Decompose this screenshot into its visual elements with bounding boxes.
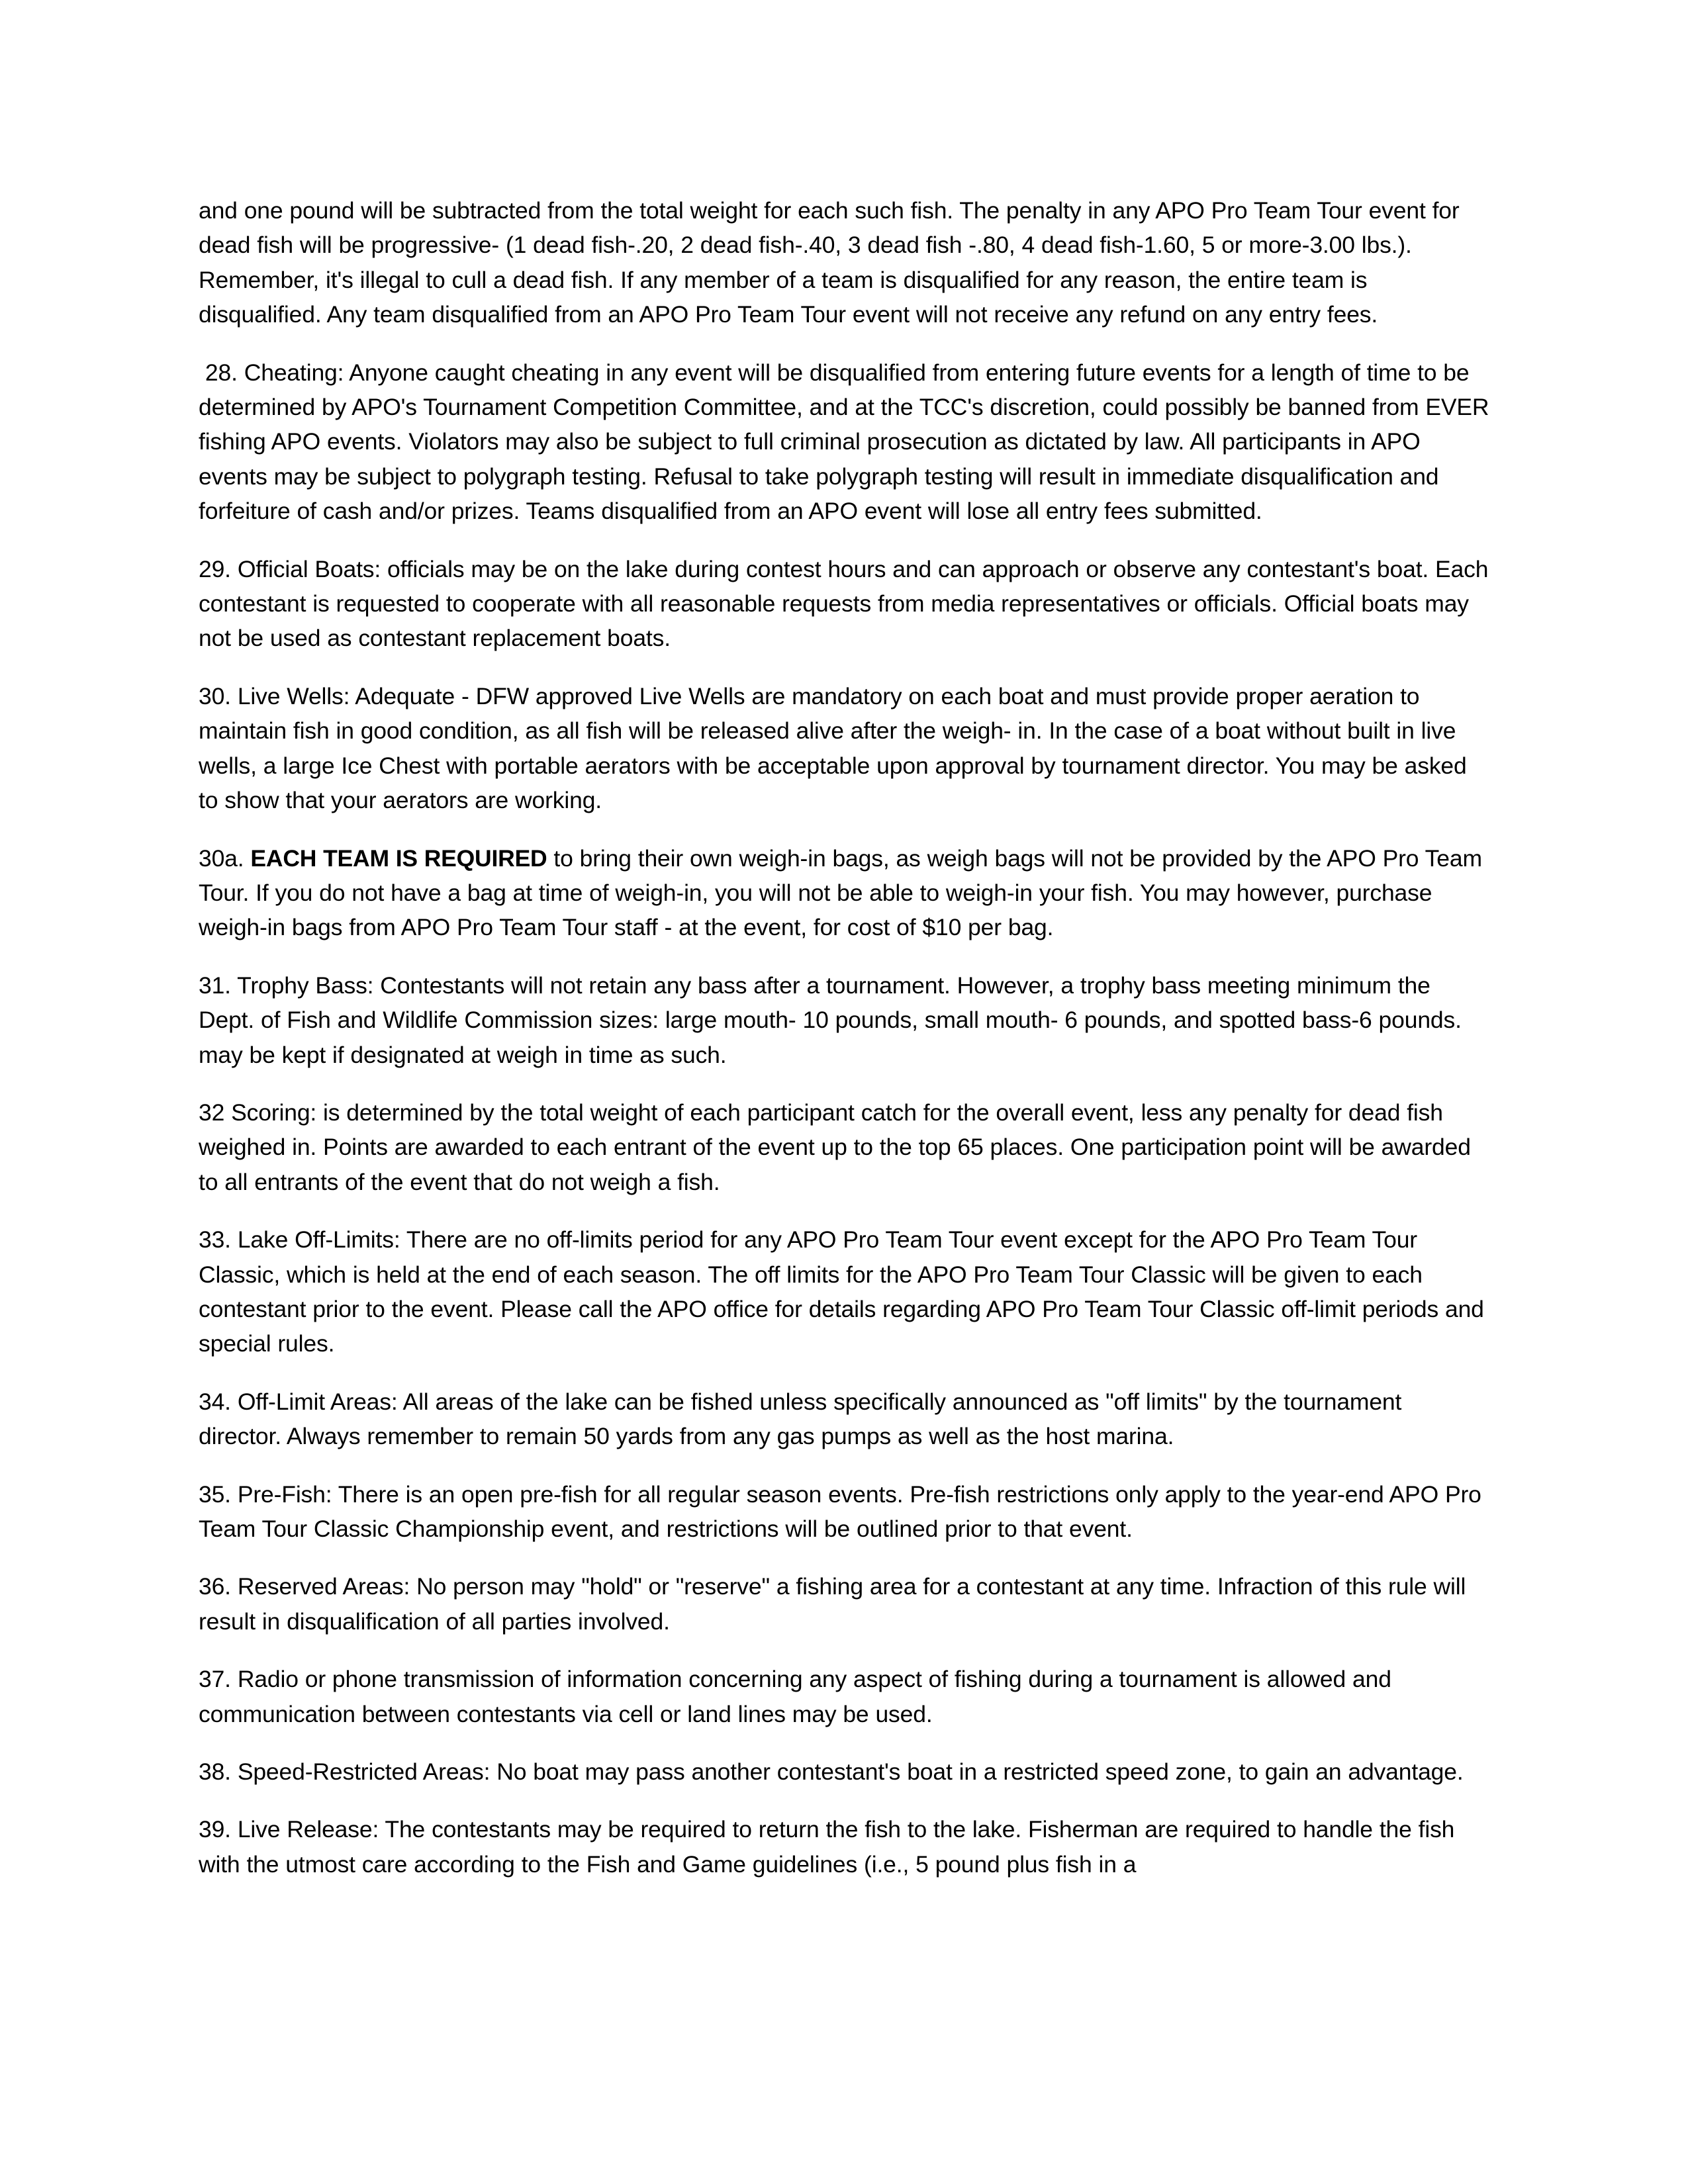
rule-30a-emphasis: EACH TEAM IS REQUIRED <box>250 844 547 872</box>
paragraph-rule-39-live-release: 39. Live Release: The contestants may be required to return the fish to the lake. Fisherman are required to handle the fish with the utmost care according to the Fish and Game guidelines (i.e., 5 pound plus fish in a <box>199 1816 1462 1878</box>
paragraph-rule-31-trophy-bass: 31. Trophy Bass: Contestants will not retain any bass after a tournament. However, a trophy bass meeting minimum the Dept. of Fish and Wildlife Commission sizes: large mouth- 10 pounds, small mouth- 6 pounds, and spotted bass-6 pounds. may be kept if designated at weigh in time as such. <box>199 972 1468 1068</box>
paragraph-rule-34-off-limit-areas: 34. Off-Limit Areas: All areas of the lake can be fished unless specifically announced as "off limits" by the tournament director. Always remember to remain 50 yards from any gas pumps as well as the host marina. <box>199 1388 1409 1450</box>
document-body <box>199 193 1496 1882</box>
paragraph-rule-30-live-wells: 30. Live Wells: Adequate - DFW approved Live Wells are mandatory on each boat and must provide proper aeration to maintain fish in good condition, as all fish will be released alive after the weigh- in. In the case of a boat without built in live wells, a large Ice Chest with portable aerators with be acceptable upon approval by tournament director. You may be asked to show that your aerators are working. <box>199 682 1474 814</box>
paragraph-rule-33-lake-off-limits: 33. Lake Off-Limits: There are no off-limits period for any APO Pro Team Tour event except for the APO Pro Team Tour Classic, which is held at the end of each season. The off limits for the APO Pro Team Tour Classic will be given to each contestant prior to the event. Please call the APO office for details regarding APO Pro Team Tour Classic off-limit periods and special rules. <box>199 1226 1491 1357</box>
paragraph-rule-30a-weigh-in-bags <box>199 841 1491 945</box>
paragraph-rule-35-pre-fish: 35. Pre-Fish: There is an open pre-fish for all regular season events. Pre-fish restrictions only apply to the year-end APO Pro Team Tour Classic Championship event, and restrictions will be outlined prior to that event. <box>199 1480 1488 1542</box>
paragraph-dead-fish-penalty-continuation: and one pound will be subtracted from the total weight for each such fish. The penalty in any APO Pro Team Tour event for dead fish will be progressive- (1 dead fish-.20, 2 dead fish-.40, 3 dead fish -.80, 4 dead fish-1.60, 5 or more-3.00 lbs.). Remember, it's illegal to cull a dead fish. If any member of a team is disqualified for any reason, the entire team is disqualified. Any team disqualified from an APO Pro Team Tour event will not receive any refund on any entry fees. <box>199 197 1466 328</box>
rule-30a-prefix: 30a. <box>199 844 251 872</box>
paragraph-rule-28-cheating: 28. Cheating: Anyone caught cheating in any event will be disqualified from entering future events for a length of time to be determined by APO's Tournament Competition Committee, and at the TCC's discretion, could possibly be banned from EVER fishing APO events. Violators may also be subject to full criminal prosecution as dictated by law. All participants in APO events may be subject to polygraph testing. Refusal to take polygraph testing will result in immediate disqualification and forfeiture of cash and/or prizes. Teams disqualified from an APO event will lose all entry fees submitted. <box>199 359 1496 525</box>
paragraph-rule-38-speed-restricted: 38. Speed-Restricted Areas: No boat may pass another contestant's boat in a restricted speed zone, to gain an advantage. <box>199 1758 1464 1786</box>
paragraph-rule-37-radio-phone: 37. Radio or phone transmission of information concerning any aspect of fishing during a tournament is allowed and communication between contestants via cell or land lines may be used. <box>199 1666 1398 1727</box>
paragraph-rule-32-scoring: 32 Scoring: is determined by the total weight of each participant catch for the overall event, less any penalty for dead fish weighed in. Points are awarded to each entrant of the event up to the top 65 places. One participation point will be awarded to all entrants of the event that do not weigh a fish. <box>199 1099 1477 1195</box>
paragraph-rule-36-reserved-areas: 36. Reserved Areas: No person may "hold" or "reserve" a fishing area for a contestant at any time. Infraction of this rule will result in disqualification of all parties involved. <box>199 1573 1473 1635</box>
paragraph-rule-29-official-boats: 29. Official Boats: officials may be on the lake during contest hours and can approach or observe any contestant's boat. Each contestant is requested to cooperate with all reasonable requests from media representatives or officials. Official boats may not be used as contestant replacement boats. <box>199 555 1495 652</box>
rule-30a-body: to bring their own weigh-in bags, as weigh bags will not be provided by the APO Pro Team Tour. If you do not have a bag at time of weigh-in, you will not be able to weigh-in your fish. You may however, purchase weigh-in bags from APO Pro Team Tour staff - at the event, for cost of $10 per bag. <box>199 844 1489 941</box>
